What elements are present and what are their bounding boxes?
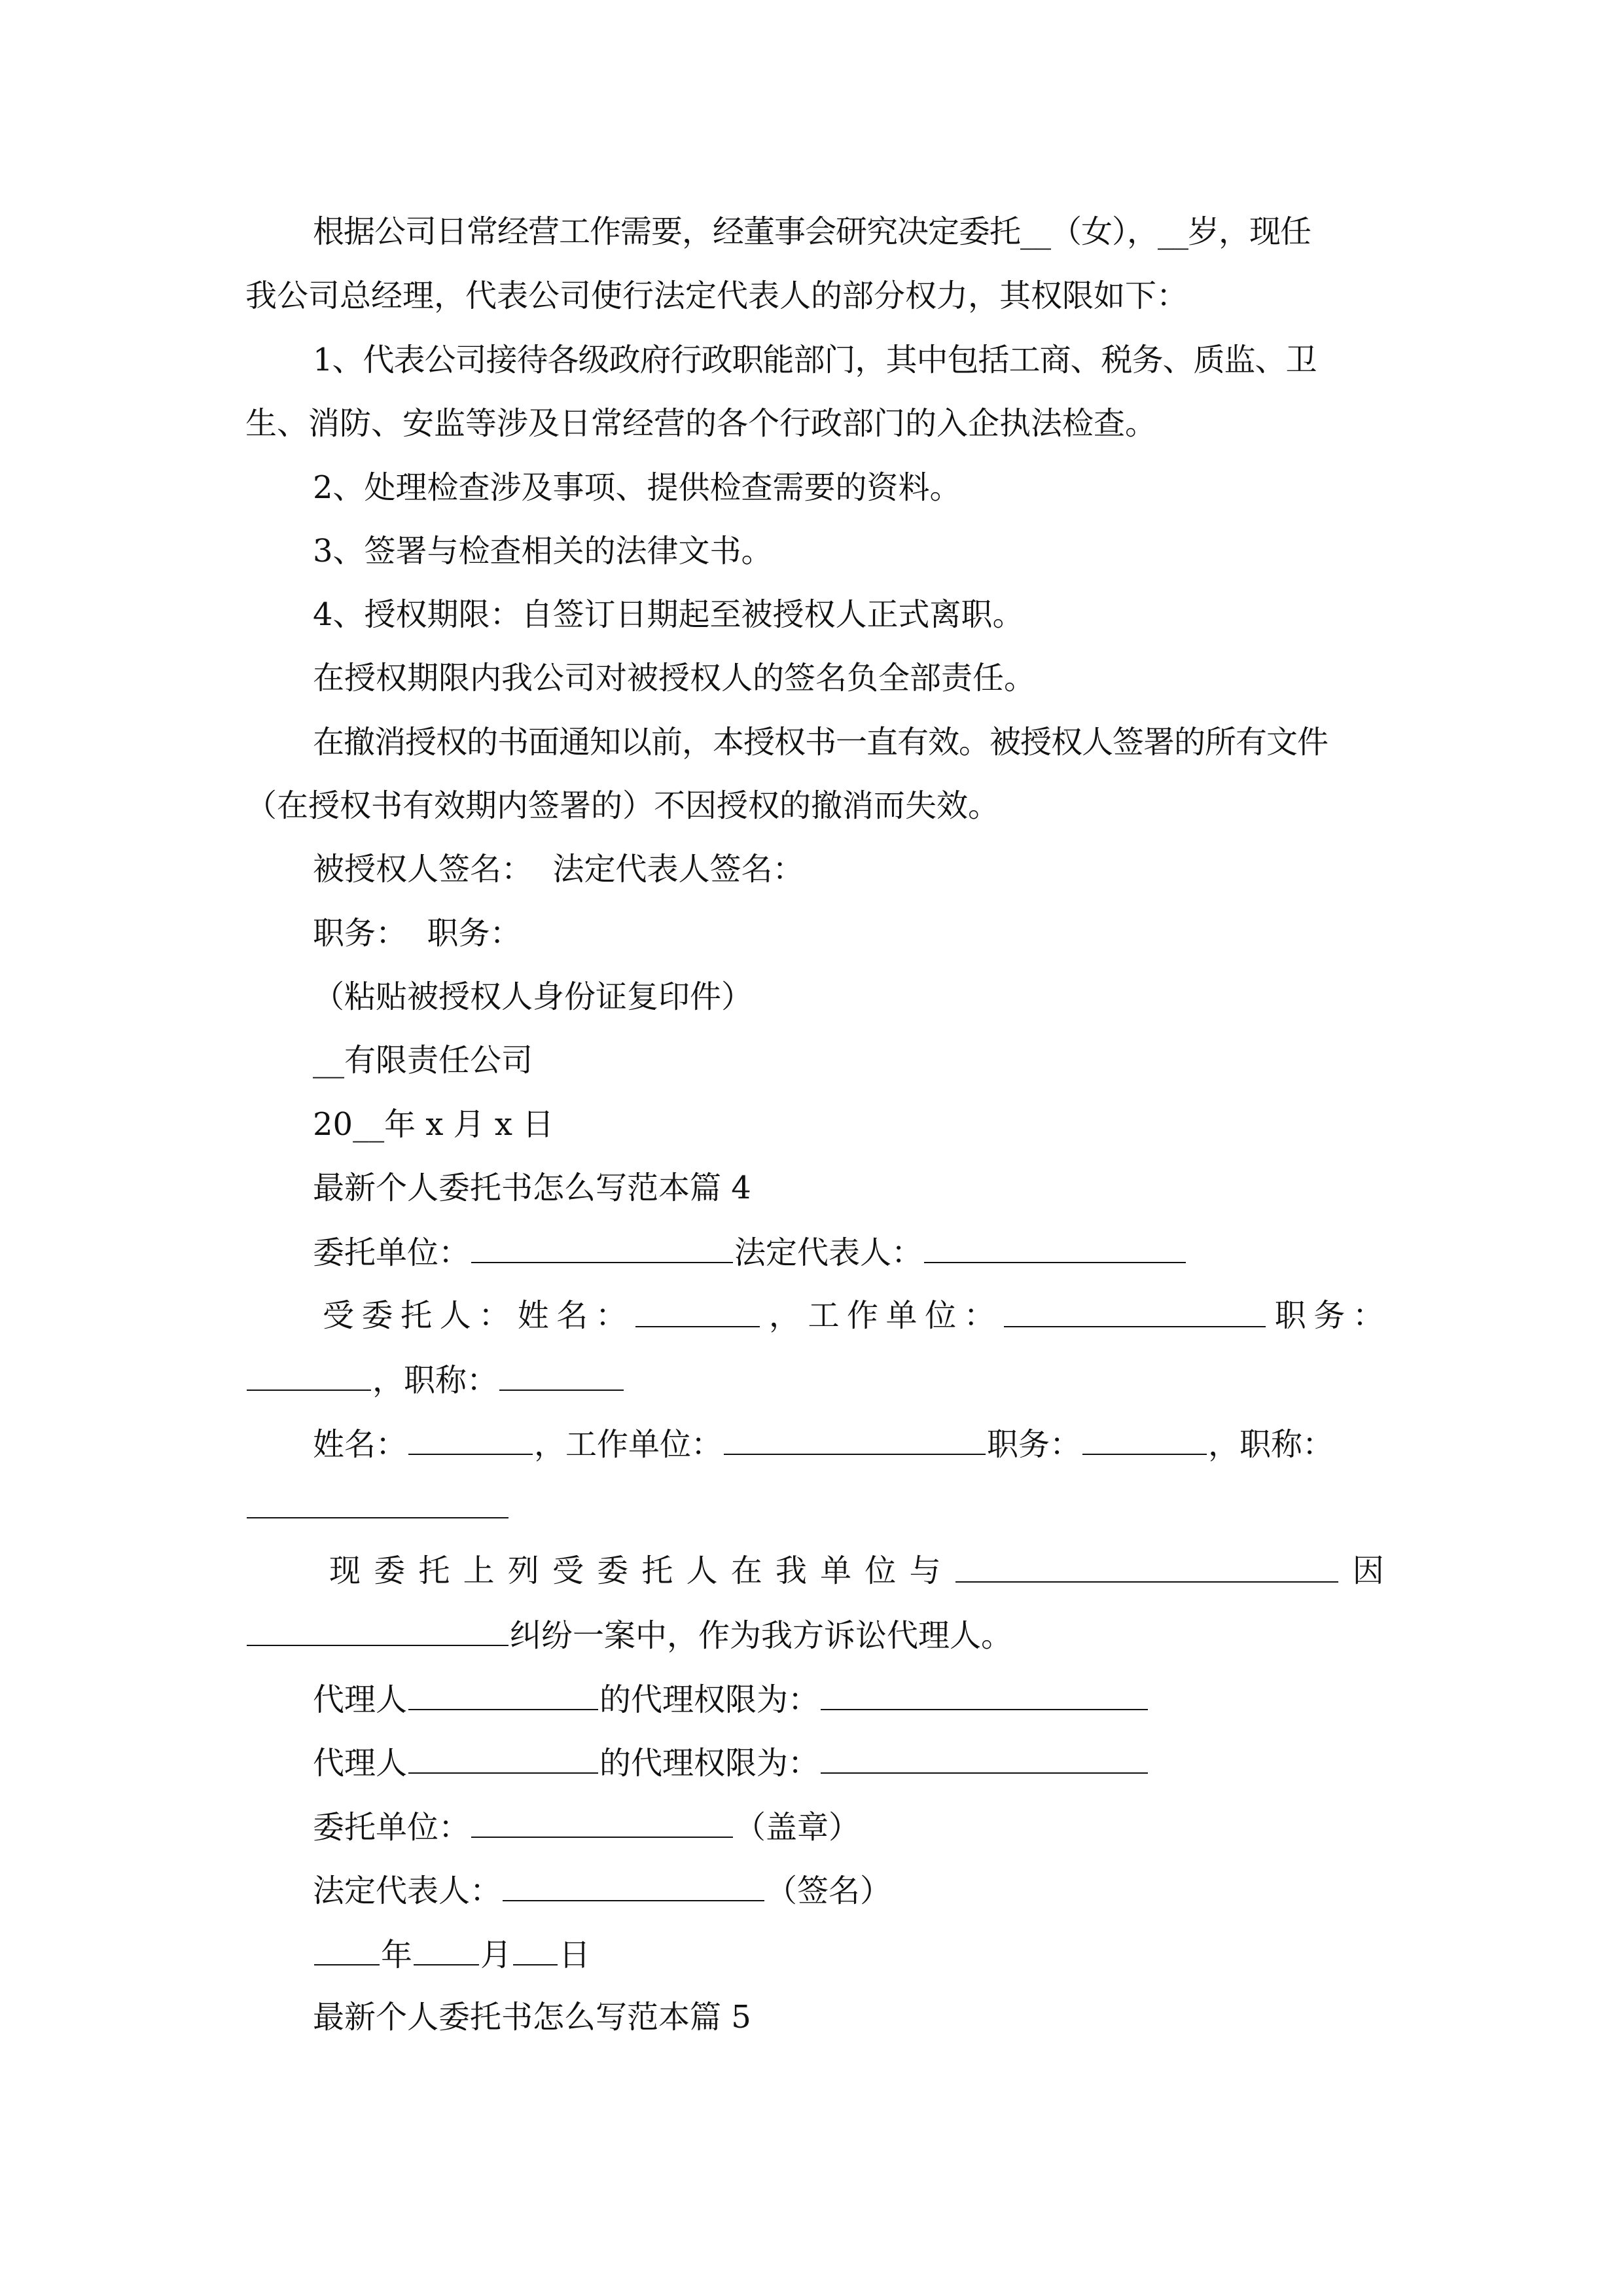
agent2-work-unit-blank[interactable] <box>724 1424 986 1455</box>
duty-word: ： <box>1352 1297 1384 1334</box>
agent2-title-blank[interactable] <box>247 1487 508 1518</box>
authority-label: 的代理权限为： <box>599 1681 820 1718</box>
because-word: 因 <box>1352 1552 1384 1589</box>
agent-label: 代理人 <box>313 1745 408 1782</box>
month-label: 月 <box>480 1937 512 1973</box>
work-word: 作 <box>847 1297 879 1334</box>
agent-word: ： <box>478 1297 510 1334</box>
entrust-word: 人 <box>686 1552 718 1589</box>
agent-info-line1 <box>323 1296 1384 1335</box>
authority-a-blank[interactable] <box>821 1679 1148 1710</box>
agent-name-blank[interactable] <box>635 1296 760 1327</box>
unit-representative-line <box>313 1232 1384 1272</box>
unit-blank[interactable] <box>471 1232 733 1263</box>
counterparty-blank[interactable] <box>955 1551 1338 1583</box>
section-heading-5: 最新个人委托书怎么写范本篇 5 <box>313 1999 751 2036</box>
duty-word: 务 <box>1313 1297 1346 1334</box>
entrust-word: 委 <box>597 1552 629 1589</box>
title-label: ，职称： <box>372 1362 499 1399</box>
day-label: 日 <box>559 1937 591 1973</box>
representative-label: 法定代表人： <box>734 1234 923 1271</box>
comma: ， <box>768 1297 800 1334</box>
paragraph-entrust-line2: 我公司总经理，代表公司使行法定代表人的部分权力，其权限如下： <box>245 278 1188 314</box>
item-1-line2: 生、消防、安监等涉及日常经营的各个行政部门的入企执法检查。 <box>245 405 1157 442</box>
entrust-word: 列 <box>507 1552 539 1589</box>
item-4: 4、授权期限：自签订日期起至被授权人正式离职。 <box>313 596 1024 633</box>
representative-label: 法定代表人： <box>313 1873 502 1909</box>
dispute-type-blank[interactable] <box>247 1615 508 1646</box>
agent2-info-line2 <box>245 1487 1384 1528</box>
agent-word: 人 <box>439 1297 471 1334</box>
item-1-line1: 1、代表公司接待各级政府行政职能部门，其中包括工商、税务、质监、卫 <box>313 342 1317 378</box>
section-heading-4: 最新个人委托书怎么写范本篇 4 <box>313 1170 751 1206</box>
entrust-word: 委 <box>374 1552 406 1589</box>
agent-work-unit-blank[interactable] <box>1004 1296 1266 1327</box>
signature-line: 被授权人签名： 法定代表人签名： <box>313 851 804 888</box>
representative-sign-line <box>313 1870 1384 1910</box>
item-2: 2、处理检查涉及事项、提供检查需要的资料。 <box>313 469 961 506</box>
title-label: ，职称： <box>1208 1426 1334 1463</box>
responsibility-statement: 在授权期限内我公司对被授权人的签名负全部责任。 <box>313 660 1036 696</box>
work-unit-label: ，工作单位： <box>534 1426 723 1463</box>
authority-label: 的代理权限为： <box>599 1745 820 1782</box>
validity-line1: 在撤消授权的书面通知以前，本授权书一直有效。被授权人签署的所有文件 <box>313 724 1329 761</box>
name-label: 姓名： <box>313 1426 408 1463</box>
case-text: 纠纷一案中，作为我方诉讼代理人。 <box>510 1617 1013 1654</box>
unit-seal-line <box>313 1806 1384 1847</box>
year-label: 年 <box>381 1937 413 1973</box>
entrust-word: 与 <box>909 1552 941 1589</box>
entrust-word: 位 <box>865 1552 897 1589</box>
id-copy-note: （粘贴被授权人身份证复印件） <box>313 978 753 1015</box>
entrust-word: 我 <box>775 1552 807 1589</box>
agent-word: ： <box>595 1297 627 1334</box>
agent-duty-blank[interactable] <box>247 1359 371 1391</box>
agent-authority-line-a <box>313 1679 1384 1719</box>
entrust-word: 单 <box>820 1552 852 1589</box>
entrust-word: 现 <box>329 1552 361 1589</box>
agent-b-blank[interactable] <box>408 1742 598 1774</box>
date-line: 20__年 x 月 x 日 <box>313 1106 554 1143</box>
agent-a-blank[interactable] <box>408 1679 598 1710</box>
entrust-word: 上 <box>463 1552 495 1589</box>
item-3: 3、签署与检查相关的法律文书。 <box>313 533 773 569</box>
validity-line2: （在授权书有效期内签署的）不因授权的撤消而失效。 <box>245 787 1000 824</box>
representative-sign-blank[interactable] <box>503 1870 764 1901</box>
agent-authority-line-b <box>313 1742 1384 1783</box>
duty-label: 职务： <box>987 1426 1082 1463</box>
unit-label: 委托单位： <box>313 1234 471 1271</box>
work-word: 单 <box>885 1297 918 1334</box>
year-blank[interactable] <box>314 1934 380 1965</box>
company-name: __有限责任公司 <box>313 1042 533 1079</box>
agent-info-line2 <box>245 1359 1384 1400</box>
blank-date-line <box>313 1934 1384 1975</box>
sign-note: （签名） <box>766 1873 892 1909</box>
agent2-duty-blank[interactable] <box>1082 1424 1207 1455</box>
authority-b-blank[interactable] <box>821 1742 1148 1774</box>
unit-seal-blank[interactable] <box>471 1806 733 1838</box>
unit-label: 委托单位： <box>313 1809 471 1846</box>
duty-word: 职 <box>1274 1297 1306 1334</box>
paragraph-entrust-line1: 根据公司日常经营工作需要，经董事会研究决定委托__（女），__岁，现任 <box>313 213 1311 250</box>
agent-word: 名 <box>556 1297 588 1334</box>
entrust-line1 <box>329 1551 1384 1590</box>
agent-label: 代理人 <box>313 1681 408 1718</box>
agent-word: 托 <box>401 1297 433 1334</box>
seal-note: （盖章） <box>734 1809 861 1846</box>
agent-word: 姓 <box>517 1297 549 1334</box>
month-blank[interactable] <box>414 1934 479 1965</box>
agent2-name-blank[interactable] <box>408 1424 533 1455</box>
agent-title-blank[interactable] <box>499 1359 624 1391</box>
entrust-line2 <box>245 1615 1384 1655</box>
work-word: 位 <box>925 1297 957 1334</box>
entrust-word: 托 <box>418 1552 450 1589</box>
agent2-info-line1 <box>313 1424 1384 1464</box>
entrust-word: 在 <box>730 1552 762 1589</box>
agent-word: 委 <box>361 1297 393 1334</box>
representative-blank[interactable] <box>924 1232 1186 1263</box>
agent-word: 受 <box>323 1297 355 1334</box>
day-blank[interactable] <box>513 1934 558 1965</box>
work-word: 工 <box>808 1297 840 1334</box>
work-word: ： <box>963 1297 995 1334</box>
entrust-word: 受 <box>552 1552 584 1589</box>
duty-line: 职务： 职务： <box>313 915 522 952</box>
entrust-word: 托 <box>641 1552 673 1589</box>
